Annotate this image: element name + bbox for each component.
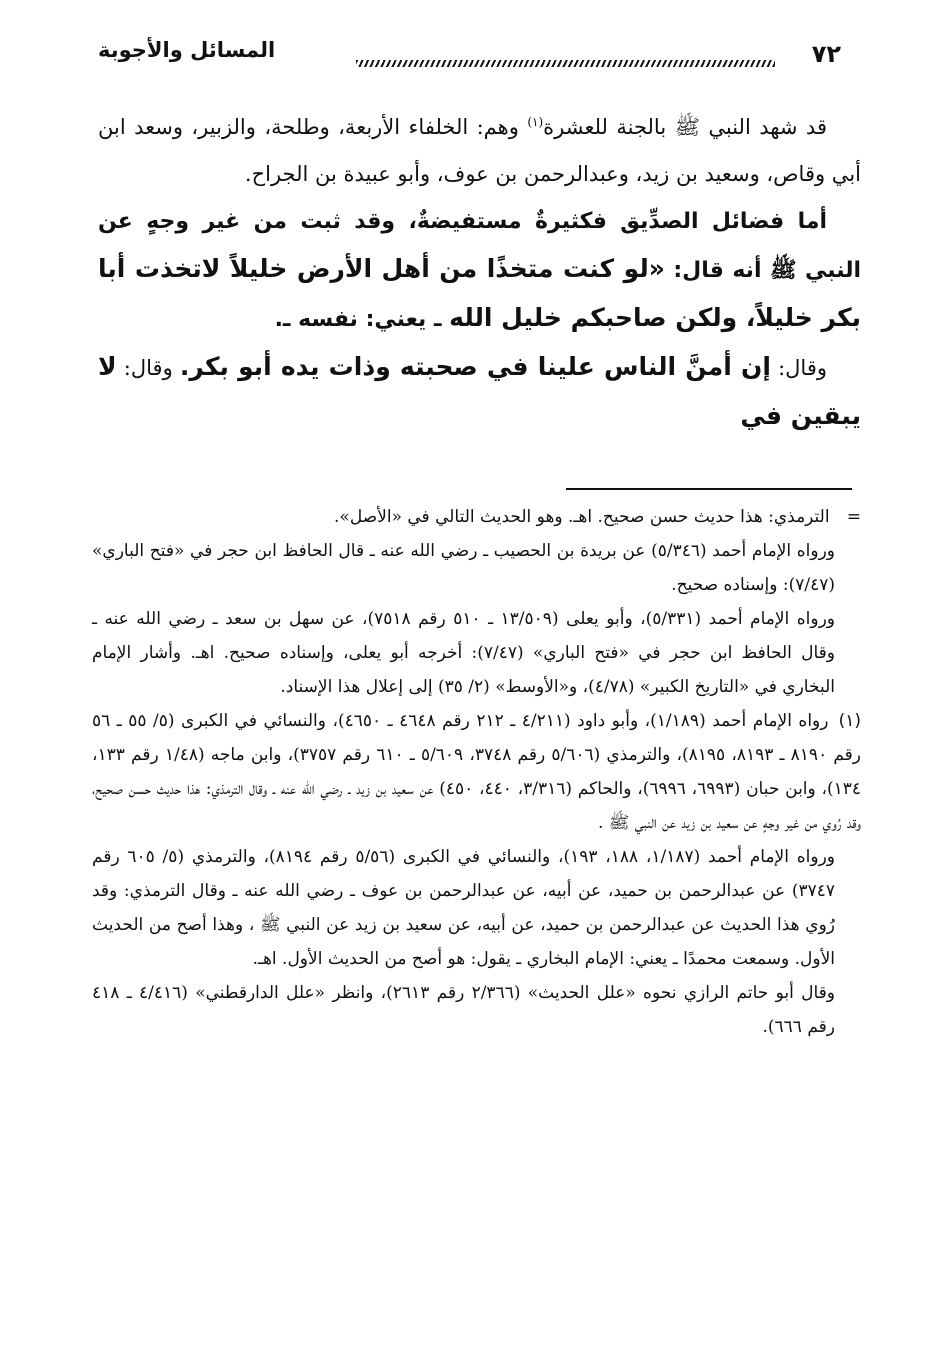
page-header xyxy=(98,30,853,78)
paragraph-2 xyxy=(98,198,861,343)
page-number: ٧٢ xyxy=(811,40,841,68)
hadith-quote-3: لا يبقين في xyxy=(98,352,861,430)
paragraph-1-rest: وهم: الخلفاء الأربعة، وطلحة، والزبير، وسعد ابن أبي وقاص، وسعيد بن زيد، وعبدالرحمن بن عوف، وأبو عبيدة بن الجراح. xyxy=(98,115,861,186)
footnote-1 xyxy=(92,704,861,840)
main-text xyxy=(98,104,861,441)
footnote-text: الترمذي: هذا حديث حسن صحيح. اهـ. وهو الحديث التالي في «الأصل». xyxy=(334,507,830,527)
hadith-quote-2: إن أمنَّ الناس علينا في صحبته وذات يده أبو بكر. xyxy=(179,352,771,381)
running-title: المسائل والأجوبة xyxy=(98,38,276,62)
continuation-mark: = xyxy=(846,507,861,527)
paragraph-2-text: أما فضائل الصدِّيق فكثيرةٌ مستفيضةٌ، وقد ثبت من غير وجهٍ عن النبي ﷺ أنه قال: xyxy=(98,209,861,283)
paragraph-3-start: وقال: xyxy=(770,356,828,380)
paragraph-1-text: قد شهد النبي ﷺ بالجنة للعشرة xyxy=(543,115,827,139)
footnote-number: (١) xyxy=(838,711,861,731)
paragraph-3-mid: وقال: xyxy=(116,356,180,380)
footnotes xyxy=(92,500,861,1044)
footnote-paragraph: ورواه الإمام أحمد (١/١٨٧، ١٨٨، ١٩٣)، والنسائي في الكبرى (٥/٥٦ رقم ٨١٩٤)، والترمذي (٥/ ٦٠٥ رقم ٣٧٤٧) عن عبدالرحمن بن حميد، عن أبيه، عن عبدالرحمن بن عوف ـ رضي الله عنه ـ وقال الترمذي: وقد رُوي هذا الحديث عن عبدالرحمن بن حميد، عن أبيه، عن سعيد بن زيد عن النبي ﷺ ، وهذا أصح من الحديث الأول. وسمعت محمدًا ـ يعني: الإمام البخاري ـ يقول: هو أصح من الحديث الأول. اهـ. xyxy=(92,847,835,969)
footnote-separator xyxy=(566,488,852,490)
paragraph-1 xyxy=(98,104,861,198)
footnote-continuation xyxy=(92,500,861,534)
footnote-text: رواه الإمام أحمد (١/١٨٩)، وأبو داود (٤/٢١١ ـ ٢١٢ رقم ٤٦٤٨ ـ ٤٦٥٠)، والنسائي في الكبرى (٥/ ٥٥ ـ ٥٦ رقم ٨١٩٠ ـ ٨١٩٣، ٨١٩٥)، والترمذي (٥/٦٠٦ رقم ٣٧٤٨، ٥/٦٠٩ ـ ٦١٠ رقم ٣٧٥٧)، وابن ماجه (١/٤٨ رقم ١٣٣، ١٣٤)، وابن حبان (٦٩٩٣، ٦٩٩٦)، والحاكم (٣/٣١٦، ٤٤٠، ٤٥٠) عن سعيد بن زيد ـ رضي الله عنه ـ وقال الترمذي: هذا حديث حسن صحيح، وقد رُوي من غير وجهٍ عن سعيد بن زيد عن النبي ﷺ . xyxy=(92,711,862,833)
paragraph-3 xyxy=(98,343,861,441)
footnote-paragraph: وقال أبو حاتم الرازي نحوه «علل الحديث» (٢/٣٦٦ رقم ٢٦١٣)، وانظر «علل الدارقطني» (٤/٤١٦ ـ ٤١٨ رقم ٦٦٦). xyxy=(92,983,835,1037)
hadith-quote-1: «لو كنت متخذًا من أهل الأرض خليلاً لاتخذت أبا بكر خليلاً، ولكن صاحبكم خليل الله xyxy=(98,254,861,332)
footnote-paragraph: ورواه الإمام أحمد (٥/٣٤٦) عن بريدة بن الحصيب ـ رضي الله عنه ـ قال الحافظ ابن حجر في «فتح الباري» (٧/٤٧): وإسناده صحيح. xyxy=(92,541,836,595)
header-decorative-rule xyxy=(356,60,775,67)
footnote-ref-1: (١) xyxy=(527,115,544,129)
footnote-paragraph: ورواه الإمام أحمد (٥/٣٣١)، وأبو يعلى (١٣/٥٠٩ ـ ٥١٠ رقم ٧٥١٨)، عن سهل بن سعد ـ رضي الله عنه ـ وقال الحافظ ابن حجر في «فتح الباري» (٧/٤٧): أخرجه أبو يعلى، وإسناده صحيح. اهـ. وأشار الإمام البخاري في «التاريخ الكبير» (٤/٧٨)، و«الأوسط» (٢/ ٣٥) إلى إعلال هذا الإسناد. xyxy=(92,609,835,697)
paragraph-2-tail: ـ يعني: نفسه ـ. xyxy=(274,307,450,332)
